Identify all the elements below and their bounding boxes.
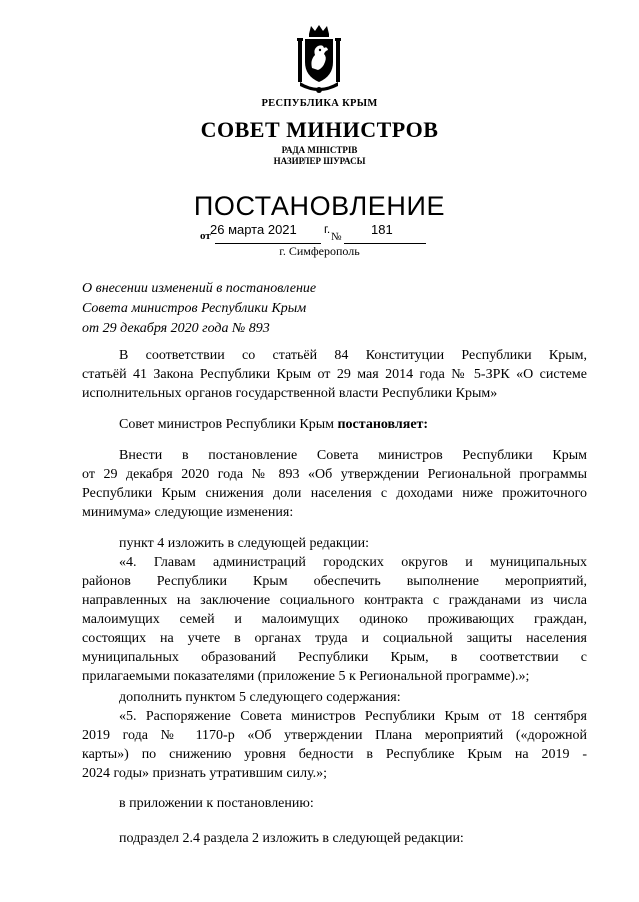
clause-4-text bbox=[82, 553, 587, 686]
subsection-intro: подраздел 2.4 раздела 2 изложить в следующей редакции: bbox=[119, 831, 464, 846]
paragraph-line: муниципальных образований Республики Крым, в соответствии с bbox=[82, 650, 587, 665]
subject-line: Совета министров Республики Крым bbox=[82, 301, 307, 316]
republic-name: РЕСПУБЛИКА КРЫМ bbox=[261, 98, 378, 109]
year-suffix: г. bbox=[324, 222, 331, 236]
paragraph-line: районов Республики Крым обеспечить выполнение мероприятий, bbox=[82, 574, 587, 589]
subject-line: О внесении изменений в постановление bbox=[82, 281, 317, 296]
paragraph-line: исполнительных органов государственной власти Республики Крым» bbox=[82, 386, 498, 401]
paragraph-line: 2024 годы» признать утратившим силу.»; bbox=[82, 766, 328, 781]
paragraph-line: малоимущих семей и малоимущих одиноко проживающих граждан, bbox=[82, 612, 587, 627]
clause-4-intro: пункт 4 изложить в следующей редакции: bbox=[119, 536, 369, 551]
document-type-heading: ПОСТАНОВЛЕНИЕ bbox=[193, 191, 446, 221]
paragraph-line: Республики Крым снижения доли населения с доходами ниже прожиточного bbox=[82, 486, 587, 501]
paragraph-line: от 29 декабря 2020 года № 893 «Об утверждении Региональной программы bbox=[82, 467, 587, 482]
decree-prefix: Совет министров Республики Крым bbox=[119, 417, 338, 432]
appendix-intro: в приложении к постановлению: bbox=[119, 796, 314, 811]
paragraph-line: В соответствии со статьёй 84 Конституции Республики Крым, bbox=[119, 348, 587, 363]
city: г. Симферополь bbox=[279, 244, 360, 258]
paragraph-line: 2019 года № 1170-р «Об утверждении Плана мероприятий («дорожной bbox=[82, 728, 587, 743]
date-value: 26 марта 2021 bbox=[210, 222, 297, 237]
council-title-crimean-tatar: НАЗИРЛЕР ШУРАСЫ bbox=[273, 156, 366, 166]
paragraph-line: статьёй 41 Закона Республики Крым от 29 мая 2014 года № 5-ЗРК «О системе bbox=[82, 367, 587, 382]
council-title: СОВЕТ МИНИСТРОВ bbox=[200, 117, 439, 142]
paragraph-line: минимума» следующие изменения: bbox=[82, 505, 294, 520]
paragraph-line: состоящих на учете в органах труда и социальной защиты населения bbox=[82, 631, 587, 646]
paragraph-line: «4. Главам администраций городских округов и муниципальных bbox=[119, 555, 587, 570]
decree-keyword: постановляет: bbox=[337, 417, 429, 432]
decree-line bbox=[119, 415, 428, 434]
crimea-coat-of-arms-icon bbox=[296, 24, 342, 94]
paragraph-line: «5. Распоряжение Совета министров Республики Крым от 18 сентября bbox=[119, 709, 587, 724]
paragraph-line: карты») по снижению уровня бедности в Республике Крым на 2019 - bbox=[82, 747, 587, 762]
subject-line: от 29 декабря 2020 года № 893 bbox=[82, 321, 270, 336]
council-title-ukrainian: РАДА МІНІСТРІВ bbox=[281, 145, 358, 155]
paragraph-line: Внести в постановление Совета министров Республики Крым bbox=[119, 448, 587, 463]
amendment-paragraph bbox=[82, 446, 587, 522]
document-subject bbox=[82, 279, 316, 339]
paragraph-line: прилагаемыми показателями (приложение 5 к Региональной программе).»; bbox=[82, 669, 530, 684]
from-label: от bbox=[200, 230, 211, 242]
clause-5-text bbox=[82, 707, 587, 783]
paragraph-line: направленных на заключение социального контракта с гражданами из числа bbox=[82, 593, 587, 608]
clause-5-intro: дополнить пунктом 5 следующего содержания: bbox=[119, 690, 401, 705]
preamble-paragraph bbox=[82, 346, 587, 403]
number-value: 181 bbox=[371, 222, 393, 237]
date-number-line bbox=[200, 222, 430, 244]
number-label: № bbox=[331, 231, 342, 243]
